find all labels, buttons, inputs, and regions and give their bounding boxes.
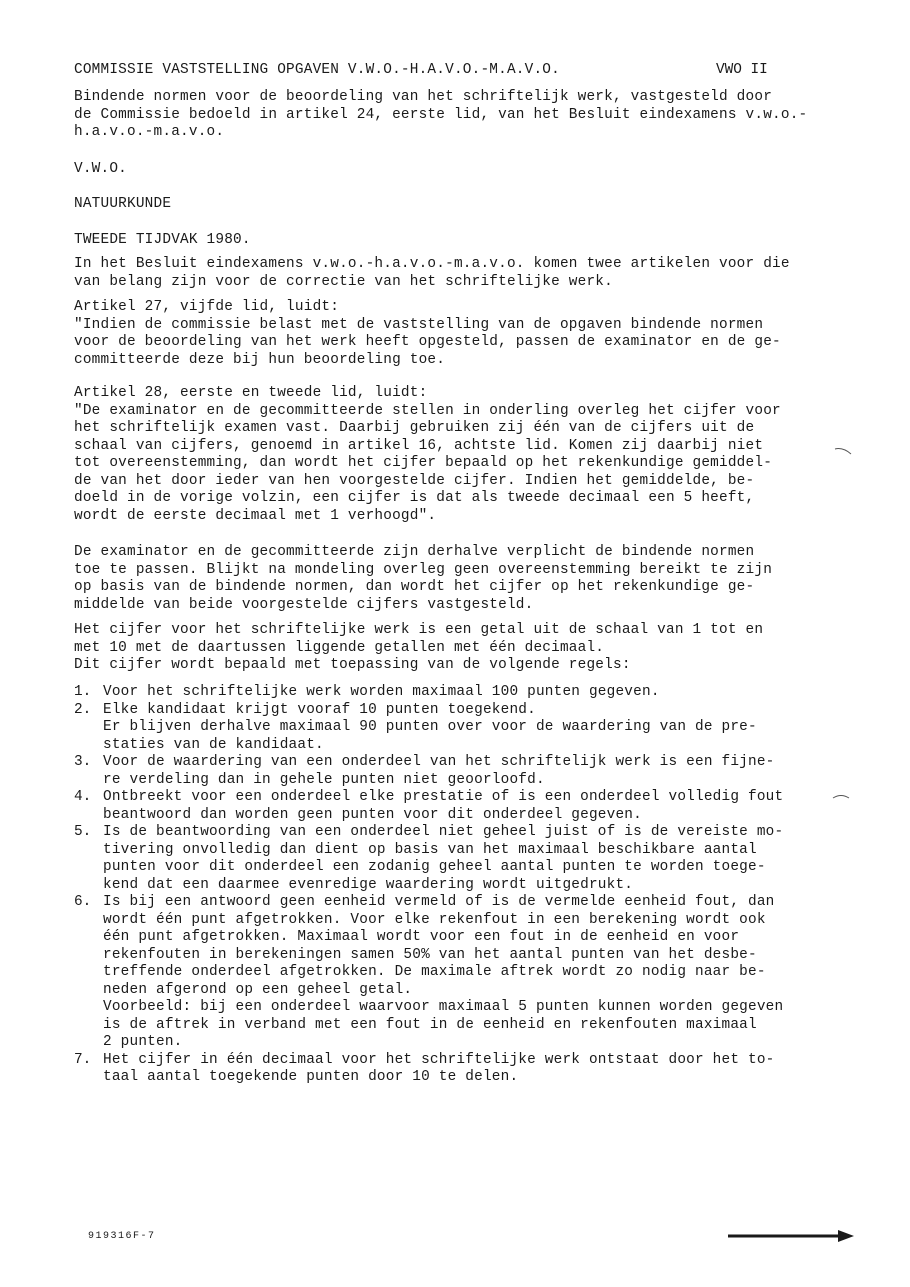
rule-line: treffende onderdeel afgetrokken. De maximale aftrek wordt zo nodig naar be- <box>103 964 766 980</box>
paragraph-line: op basis van de bindende normen, dan wordt het cijfer op het rekenkundige ge- <box>74 579 755 595</box>
margin-mark-icon <box>832 792 850 802</box>
committee-header: COMMISSIE VASTSTELLING OPGAVEN V.W.O.-H.A.V.O.-M.A.V.O. <box>74 62 560 78</box>
besluit-paragraph <box>74 256 790 291</box>
rule-line: één punt afgetrokken. Maximaal wordt voor een fout in de eenheid en voor <box>103 929 740 945</box>
paragraph-line: van belang zijn voor de correctie van het schriftelijke werk. <box>74 273 613 290</box>
exam-period: TWEEDE TIJDVAK 1980. <box>74 232 251 248</box>
rule-line: Het cijfer in één decimaal voor het schriftelijke werk ontstaat door het to- <box>103 1051 775 1068</box>
rule-item <box>74 684 783 702</box>
rule-text <box>103 684 783 702</box>
article-28-line: doeld in de vorige volzin, een cijfer is dat als tweede decimaal een 5 heeft, <box>74 490 755 506</box>
rule-line: punten voor dit onderdeel een zodanig geheel aantal punten te worden toege- <box>103 859 766 875</box>
obligation-paragraph <box>74 544 772 614</box>
rule-number: 4. <box>74 789 92 805</box>
article-28-line: de van het door ieder van hen voorgestelde cijfer. Indien het gemiddelde, be- <box>74 472 755 489</box>
rule-line: kend dat een daarmee evenredige waardering wordt uitgedrukt. <box>103 876 634 893</box>
intro-paragraph <box>74 89 807 142</box>
article-27-heading: Artikel 27, vijfde lid, luidt: <box>74 299 340 315</box>
rule-line: Is de beantwoording van een onderdeel niet geheel juist of is de vereiste mo- <box>103 824 784 840</box>
article-28-line: het schriftelijk examen vast. Daarbij gebruiken zij één van de cijfers uit de <box>74 420 755 436</box>
rule-number: 5. <box>74 824 92 840</box>
intro-line: Bindende normen voor de beoordeling van het schriftelijk werk, vastgesteld door <box>74 89 773 105</box>
rule-item <box>74 824 783 894</box>
article-28-line: "De examinator en de gecommitteerde stellen in onderling overleg het cijfer voor <box>74 402 781 419</box>
article-28-line: wordt de eerste decimaal met 1 verhoogd". <box>74 507 437 524</box>
right-arrow-icon <box>728 1228 854 1244</box>
intro-line: h.a.v.o.-m.a.v.o. <box>74 124 225 140</box>
document-code: 919316F-7 <box>88 1231 156 1242</box>
rule-line: Is bij een antwoord geen eenheid vermeld of is de vermelde eenheid fout, dan <box>103 894 775 910</box>
rule-text <box>103 824 783 894</box>
rule-line: is de aftrek in verband met een fout in de eenheid en rekenfouten maximaal <box>103 1016 757 1033</box>
rule-line: Voor het schriftelijke werk worden maximaal 100 punten gegeven. <box>103 684 660 700</box>
paragraph-line: toe te passen. Blijkt na mondeling overleg geen overeenstemming bereikt te zijn <box>74 561 773 578</box>
rule-item <box>74 1052 783 1087</box>
article-28-block <box>74 385 781 525</box>
intro-line: de Commissie bedoeld in artikel 24, eerste lid, van het Besluit eindexamens v.w.o.- <box>74 106 808 123</box>
article-28-line: tot overeenstemming, dan wordt het cijfer bepaald op het rekenkundige gemiddel- <box>74 455 773 471</box>
article-27-block <box>74 299 781 369</box>
article-28-line: schaal van cijfers, genoemd in artikel 16, achtste lid. Komen zij daarbij niet <box>74 437 764 454</box>
rule-line: Er blijven derhalve maximaal 90 punten over voor de waardering van de pre- <box>103 719 757 735</box>
rule-item <box>74 894 783 1052</box>
article-27-line: committeerde deze bij hun beoordeling toe. <box>74 351 446 368</box>
rule-number: 6. <box>74 894 92 910</box>
article-28-heading: Artikel 28, eerste en tweede lid, luidt: <box>74 385 428 401</box>
article-27-line: "Indien de commissie belast met de vaststelling van de opgaven bindende normen <box>74 316 764 333</box>
grade-paragraph <box>74 622 763 675</box>
rule-line: Voorbeeld: bij een onderdeel waarvoor maximaal 5 punten kunnen worden gegeven <box>103 999 784 1015</box>
rule-line: 2 punten. <box>103 1034 183 1050</box>
rule-line: neden afgerond op een geheel getal. <box>103 981 413 998</box>
rule-line: staties van de kandidaat. <box>103 736 324 753</box>
paragraph-line: In het Besluit eindexamens v.w.o.-h.a.v.o.-m.a.v.o. komen twee artikelen voor die <box>74 256 790 272</box>
rule-number: 1. <box>74 684 92 700</box>
rule-line: taal aantal toegekende punten door 10 te delen. <box>103 1069 519 1085</box>
paragraph-line: met 10 met de daartussen liggende getallen met één decimaal. <box>74 639 605 656</box>
rule-number: 7. <box>74 1051 92 1068</box>
rule-number: 2. <box>74 701 92 718</box>
rule-line: rekenfouten in berekeningen samen 50% van het aantal punten van het desbe- <box>103 946 757 963</box>
rule-line: re verdeling dan in gehele punten niet geoorloofd. <box>103 771 545 788</box>
rule-item <box>74 702 783 755</box>
paragraph-line: middelde van beide voorgestelde cijfers vastgesteld. <box>74 596 534 613</box>
rule-line: beantwoord dan worden geen punten voor dit onderdeel gegeven. <box>103 806 642 823</box>
rule-text <box>103 702 783 755</box>
school-type: V.W.O. <box>74 161 128 177</box>
article-27-line: voor de beoordeling van het werk heeft opgesteld, passen de examinator en de ge- <box>74 334 781 350</box>
rule-line: tivering onvolledig dan dient op basis van het maximaal beschikbare aantal <box>103 841 757 858</box>
rule-line: Elke kandidaat krijgt vooraf 10 punten toegekend. <box>103 701 536 718</box>
rule-number: 3. <box>74 754 92 770</box>
rule-text <box>103 894 783 1052</box>
rule-line: Voor de waardering van een onderdeel van het schriftelijk werk is een fijne- <box>103 754 775 770</box>
margin-mark-icon <box>834 446 852 456</box>
subject-title: NATUURKUNDE <box>74 196 172 212</box>
rules-list <box>74 684 783 1087</box>
paragraph-line: Dit cijfer wordt bepaald met toepassing van de volgende regels: <box>74 657 631 673</box>
rule-text <box>103 789 783 824</box>
rule-line: Ontbreekt voor een onderdeel elke prestatie of is een onderdeel volledig fout <box>103 789 784 805</box>
paragraph-line: Het cijfer voor het schriftelijke werk is een getal uit de schaal van 1 tot en <box>74 622 764 638</box>
rule-line: wordt één punt afgetrokken. Voor elke rekenfout in een berekening wordt ook <box>103 911 766 928</box>
rule-item <box>74 789 783 824</box>
level-label: VWO II <box>716 62 768 78</box>
rule-text <box>103 1052 783 1087</box>
rule-text <box>103 754 783 789</box>
rule-item <box>74 754 783 789</box>
paragraph-line: De examinator en de gecommitteerde zijn derhalve verplicht de bindende normen <box>74 544 755 560</box>
